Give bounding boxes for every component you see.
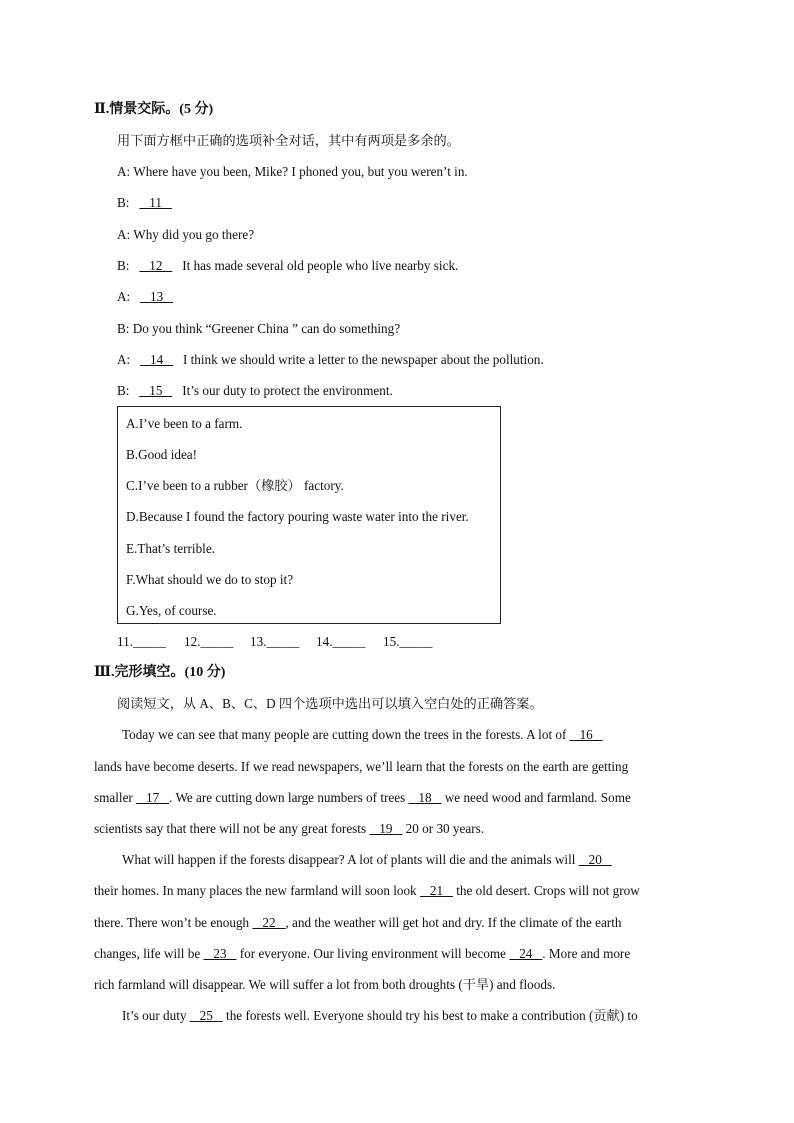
answer-blank: 11	[139, 195, 172, 210]
section-3-heading: Ⅲ.完形填空。(10 分)	[94, 665, 226, 680]
speaker-label: A:	[117, 352, 131, 367]
speaker-label: A:	[117, 164, 131, 179]
option-d: D.Because I found the factory pouring waste water into the river.	[126, 509, 469, 524]
answer-slot-12[interactable]: 12._____	[184, 634, 234, 649]
passage-line: rich farmland will disappear. We will suffer a lot from both droughts (干旱) and floods.	[94, 977, 556, 992]
section-3-instruction: 阅读短文，从 A、B、C、D 四个选项中选出可以填入空白处的正确答案。	[117, 696, 543, 711]
answer-blank: 12	[139, 258, 173, 273]
option-e: E.That’s terrible.	[126, 541, 215, 556]
passage-line: their homes. In many places the new farmland will soon look 21 the old desert. Crops will not grow	[94, 883, 640, 898]
dialogue-line	[117, 288, 173, 306]
dialogue-text: Do you think “Greener China ” can do something?	[132, 321, 401, 336]
dialogue-line	[117, 226, 254, 244]
speaker-label: A:	[117, 289, 131, 304]
option-a: A.I’ve been to a farm.	[126, 416, 243, 431]
dialogue-text: I think we should write a letter to the newspaper about the pollution.	[182, 352, 544, 367]
option-f: F.What should we do to stop it?	[126, 572, 294, 587]
passage-line: scientists say that there will not be any great forests 19 20 or 30 years.	[94, 821, 485, 836]
option-b: B.Good idea!	[126, 447, 198, 462]
answer-blank: 13	[140, 289, 174, 304]
passage-line: It’s our duty 25 the forests well. Everyone should try his best to make a contribution (贡献) to	[122, 1008, 638, 1023]
dialogue-line	[117, 257, 458, 275]
passage-line: What will happen if the forests disappear? A lot of plants will die and the animals will 20	[122, 852, 612, 867]
answer-blank: 14	[140, 352, 174, 367]
passage-line: changes, life will be 23 for everyone. Our living environment will become 24 . More and more	[94, 946, 631, 961]
answer-blank: 15	[139, 383, 173, 398]
dialogue-line	[117, 382, 393, 400]
passage-line: lands have become deserts. If we read newspapers, we’ll learn that the forests on the earth are getting	[94, 759, 629, 774]
dialogue-text: It’s our duty to protect the environment.	[182, 383, 393, 398]
answer-slot-15[interactable]: 15._____	[383, 634, 433, 649]
dialogue-line	[117, 351, 544, 369]
passage-line: smaller 17 . We are cutting down large numbers of trees 18 we need wood and farmland. Some	[94, 790, 631, 805]
speaker-label: A:	[117, 227, 131, 242]
dialogue-text: Why did you go there?	[133, 227, 255, 242]
speaker-label: B:	[117, 383, 130, 398]
section-2-heading: Ⅱ.情景交际。(5 分)	[94, 102, 214, 117]
passage-line: Today we can see that many people are cutting down the trees in the forests. A lot of 16	[122, 727, 603, 742]
answer-slot-14[interactable]: 14._____	[316, 634, 366, 649]
dialogue-line	[117, 194, 172, 212]
option-c: C.I’ve been to a rubber（橡胶） factory.	[126, 478, 344, 493]
passage-line: there. There won’t be enough 22 , and the weather will get hot and dry. If the climate of the earth	[94, 915, 622, 930]
dialogue-line	[117, 163, 468, 181]
dialogue-text: Where have you been, Mike? I phoned you, but you weren’t in.	[133, 164, 468, 179]
dialogue-text: It has made several old people who live nearby sick.	[182, 258, 459, 273]
dialogue-line	[117, 320, 400, 338]
option-g: G.Yes, of course.	[126, 603, 217, 618]
answer-slot-11[interactable]: 11._____	[117, 634, 166, 649]
section-2-instruction: 用下面方框中正确的选项补全对话，其中有两项是多余的。	[117, 133, 460, 148]
options-box	[117, 406, 501, 624]
speaker-label: B:	[117, 258, 130, 273]
speaker-label: B:	[117, 321, 130, 336]
answer-slot-13[interactable]: 13._____	[250, 634, 300, 649]
speaker-label: B:	[117, 195, 130, 210]
